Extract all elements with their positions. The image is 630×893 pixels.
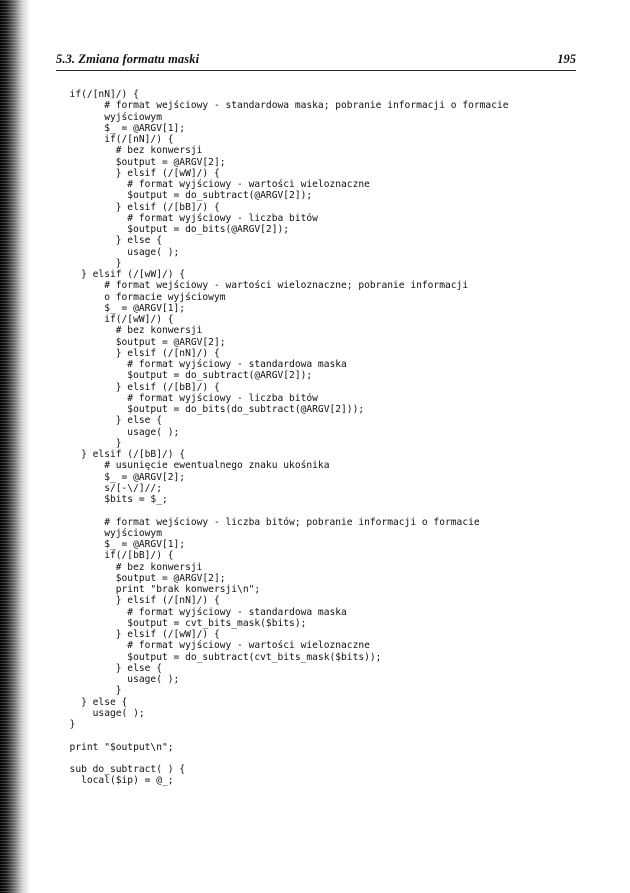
- code-line: $output = cvt_bits_mask($bits);: [58, 617, 307, 629]
- code-line: # usunięcie ewentualnego znaku ukośnika: [58, 460, 330, 472]
- code-line: } elsif (/[bB]/) {: [58, 381, 220, 393]
- code-line: } else {: [58, 696, 128, 708]
- code-line: }: [58, 437, 122, 449]
- code-line: }: [58, 719, 76, 730]
- code-line: } else {: [58, 235, 162, 247]
- code-line: } elsif (/[bB]/) {: [58, 449, 186, 460]
- code-line: # format wyjściowy - liczba bitów: [58, 212, 318, 224]
- code-line: print "$output\n";: [58, 741, 174, 753]
- code-line: }: [58, 685, 122, 697]
- code-line: wyjściowym: [58, 527, 162, 539]
- code-line: $output = do_subtract(@ARGV[2]);: [58, 190, 313, 202]
- code-line: usage( );: [58, 707, 145, 719]
- code-line: } elsif (/[nN]/) {: [58, 347, 220, 359]
- code-line: # format wyjściowy - liczba bitów: [58, 392, 318, 404]
- code-line: [58, 505, 598, 516]
- code-line: $output = do_subtract(cvt_bits_mask($bits));: [58, 651, 382, 663]
- code-line: $output = @ARGV[2];: [58, 572, 226, 584]
- code-line: if(/[bB]/) {: [58, 550, 174, 562]
- code-line: # format wejściowy - liczba bitów; pobranie informacji o formacie: [58, 516, 480, 528]
- code-line: usage( );: [58, 246, 180, 258]
- code-line: $output = @ARGV[2];: [58, 156, 226, 168]
- code-line: print "brak konwersji\n";: [58, 584, 261, 595]
- code-line: $_ = @ARGV[1];: [58, 539, 186, 550]
- code-line: if(/[wW]/) {: [58, 314, 174, 325]
- code-line: $output = do_bits(@ARGV[2]);: [58, 224, 290, 235]
- code-line: [58, 753, 598, 764]
- code-line: usage( );: [58, 426, 180, 438]
- code-line: } elsif (/[wW]/) {: [58, 269, 186, 280]
- code-line: $output = @ARGV[2];: [58, 336, 226, 348]
- code-line: } elsif (/[bB]/) {: [58, 201, 220, 213]
- code-line: wyjściowym: [58, 111, 162, 123]
- running-header: [56, 52, 576, 71]
- code-line: # format wejściowy - standardowa maska; pobranie informacji o formacie: [58, 100, 509, 112]
- code-line: usage( );: [58, 674, 180, 685]
- code-line: $bits = $_;: [58, 494, 168, 505]
- code-line: sub do_subtract( ) {: [58, 764, 186, 775]
- code-line: # bez konwersji: [58, 325, 203, 337]
- code-line: $_ = @ARGV[1];: [58, 122, 186, 134]
- code-line: } elsif (/[wW]/) {: [58, 629, 220, 640]
- code-line: if(/[nN]/) {: [58, 134, 174, 145]
- code-line: } else {: [58, 662, 162, 674]
- code-listing: [58, 89, 598, 787]
- section-title: 5.3. Zmiana formatu maski: [56, 52, 200, 66]
- code-line: o formacie wyjściowym: [58, 291, 226, 303]
- page-number: 195: [557, 52, 576, 66]
- code-line: } else {: [58, 415, 162, 427]
- code-line: if(/[nN]/) {: [58, 89, 139, 100]
- code-line: s/[-\/]//;: [58, 482, 162, 494]
- code-line: } elsif (/[wW]/) {: [58, 167, 220, 179]
- code-line: $_ = @ARGV[1];: [58, 302, 186, 314]
- code-line: # format wyjściowy - standardowa maska: [58, 606, 347, 618]
- code-line: # format wyjściowy - wartości wieloznaczne: [58, 640, 370, 652]
- scanned-page-edge: [0, 0, 30, 893]
- code-line: } elsif (/[nN]/) {: [58, 595, 220, 607]
- code-line: # format wyjściowy - wartości wieloznaczne: [58, 179, 370, 190]
- code-line: # bez konwersji: [58, 561, 203, 573]
- code-line: [58, 730, 598, 741]
- code-line: $_ = @ARGV[2];: [58, 471, 186, 483]
- code-line: $output = do_bits(do_subtract(@ARGV[2]));: [58, 404, 365, 415]
- code-line: # format wyjściowy - standardowa maska: [58, 359, 347, 370]
- code-line: }: [58, 257, 122, 269]
- code-line: local($ip) = @_;: [58, 775, 174, 787]
- code-line: # bez konwersji: [58, 145, 203, 157]
- code-line: # format wejściowy - wartości wieloznaczne; pobranie informacji: [58, 280, 469, 292]
- code-line: $output = do_subtract(@ARGV[2]);: [58, 370, 313, 382]
